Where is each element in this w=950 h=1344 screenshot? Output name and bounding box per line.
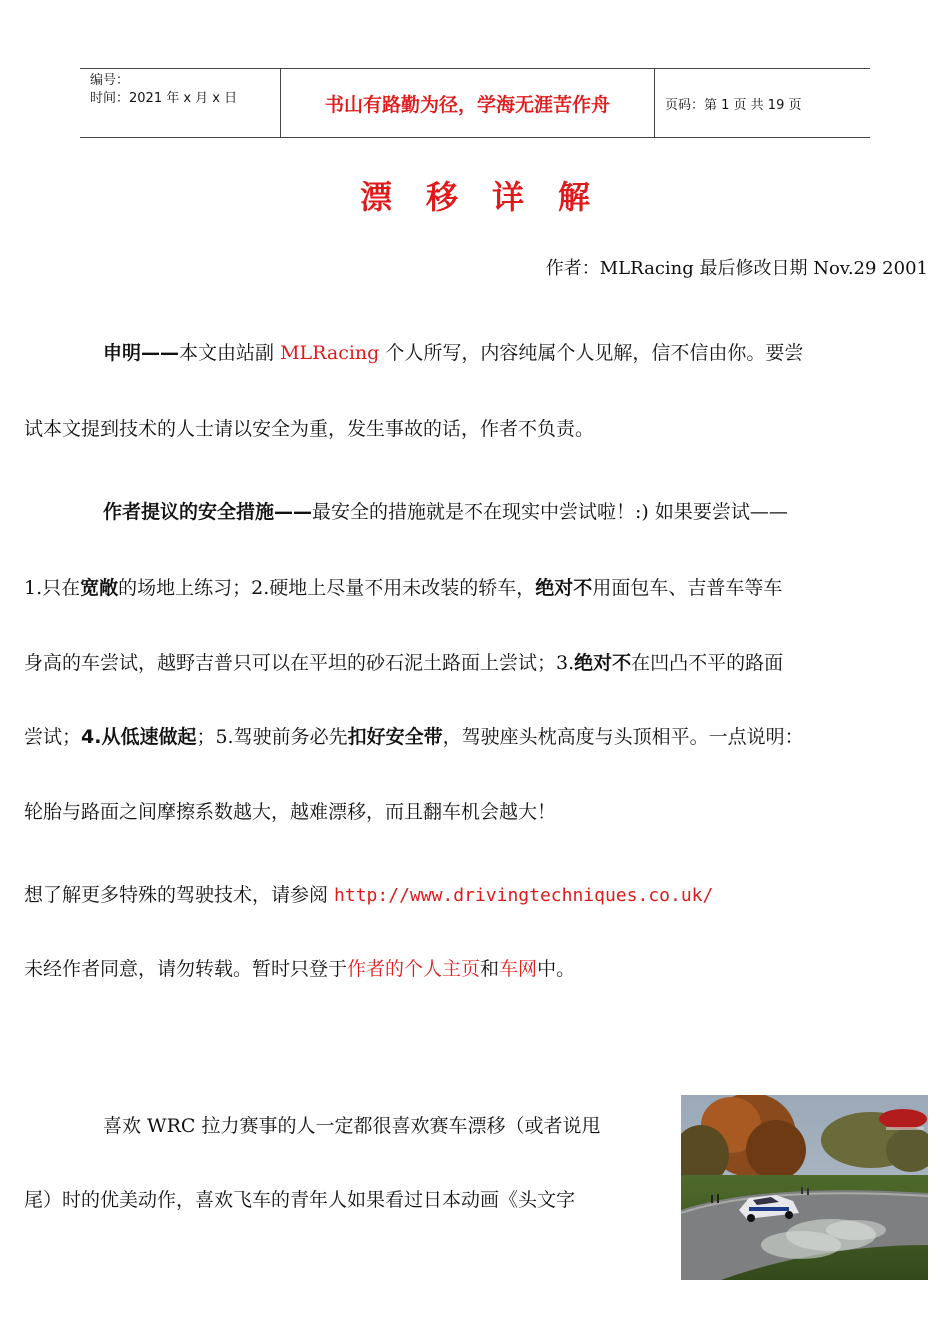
page-header [80, 68, 870, 138]
disclaimer-text-2: 个人所写，内容纯属个人见解，信不信由你。要尝 [379, 342, 804, 364]
number-label: 编号： [90, 73, 130, 88]
rally-drift-photo [681, 1095, 928, 1280]
safety-text: ，驾驶座头枕高度与头顶相平。一点说明： [442, 726, 804, 748]
car-net-link[interactable]: 车网 [499, 958, 538, 980]
copyright-text: 和 [480, 958, 500, 980]
author-line: 作者：MLRacing 最后修改日期 Nov.29 2001 [545, 258, 928, 279]
safety-text: 尝试； [24, 726, 82, 748]
disclaimer-lead: 申明—— [103, 342, 180, 364]
safety-line-3 [24, 648, 783, 675]
safety-text: 最安全的措施就是不在现实中尝试啦！:) 如果要尝试—— [312, 501, 788, 523]
more-info-line [24, 880, 713, 907]
safety-text: 用面包车、吉普车等车 [592, 577, 783, 599]
safety-emphasis: 绝对不 [535, 577, 593, 599]
disclaimer-text: 本文由站副 [179, 342, 281, 364]
time-label: 时间：2021 年 x 月 x 日 [90, 91, 238, 106]
safety-line-5: 轮胎与路面之间摩擦系数越大，越难漂移，而且翻车机会越大！ [24, 801, 557, 823]
safety-line-4 [24, 722, 804, 749]
copyright-text: 中。 [537, 958, 576, 980]
safety-line-1 [103, 497, 788, 524]
safety-emphasis: 4.从低速做起 [81, 726, 197, 748]
disclaimer-line-1 [103, 338, 803, 365]
header-motto: 书山有路勤为径，学海无涯苦作舟 [281, 69, 655, 137]
page-info: 页码：第 1 页 共 19 页 [665, 97, 802, 113]
copyright-line [24, 954, 575, 981]
safety-lead: 作者提议的安全措施—— [103, 501, 313, 523]
copyright-text: 未经作者同意，请勿转载。暂时只登于 [24, 958, 348, 980]
driving-techniques-link[interactable]: http://www.drivingtechniques.co.uk/ [334, 885, 714, 906]
safety-text: 1.只在 [24, 577, 81, 599]
page-title: 漂移详解 [359, 178, 624, 216]
intro-line-1: 喜欢 WRC 拉力赛事的人一定都很喜欢赛车漂移（或者说甩 [103, 1115, 601, 1137]
safety-text: 在凹凸不平的路面 [631, 652, 784, 674]
more-info-text: 想了解更多特殊的驾驶技术，请参阅 [24, 884, 335, 906]
safety-text: 身高的车尝试，越野吉普只可以在平坦的砂石泥土路面上尝试；3. [24, 652, 575, 674]
disclaimer-line-2: 试本文提到技术的人士请以安全为重，发生事故的话，作者不负责。 [24, 418, 595, 440]
author-name: MLRacing [280, 342, 380, 364]
safety-text: 的场地上练习；2.硬地上尽量不用未改装的轿车， [118, 577, 536, 599]
safety-text: ；5.驾驶前务必先 [196, 726, 348, 748]
author-homepage-link[interactable]: 作者的个人主页 [347, 958, 481, 980]
safety-emphasis: 绝对不 [574, 652, 632, 674]
safety-line-2 [24, 573, 782, 600]
header-meta [80, 69, 281, 137]
safety-emphasis: 扣好安全带 [347, 726, 443, 748]
safety-emphasis: 宽敞 [80, 577, 119, 599]
intro-line-2: 尾）时的优美动作，喜欢飞车的青年人如果看过日本动画《头文字 [24, 1189, 576, 1211]
